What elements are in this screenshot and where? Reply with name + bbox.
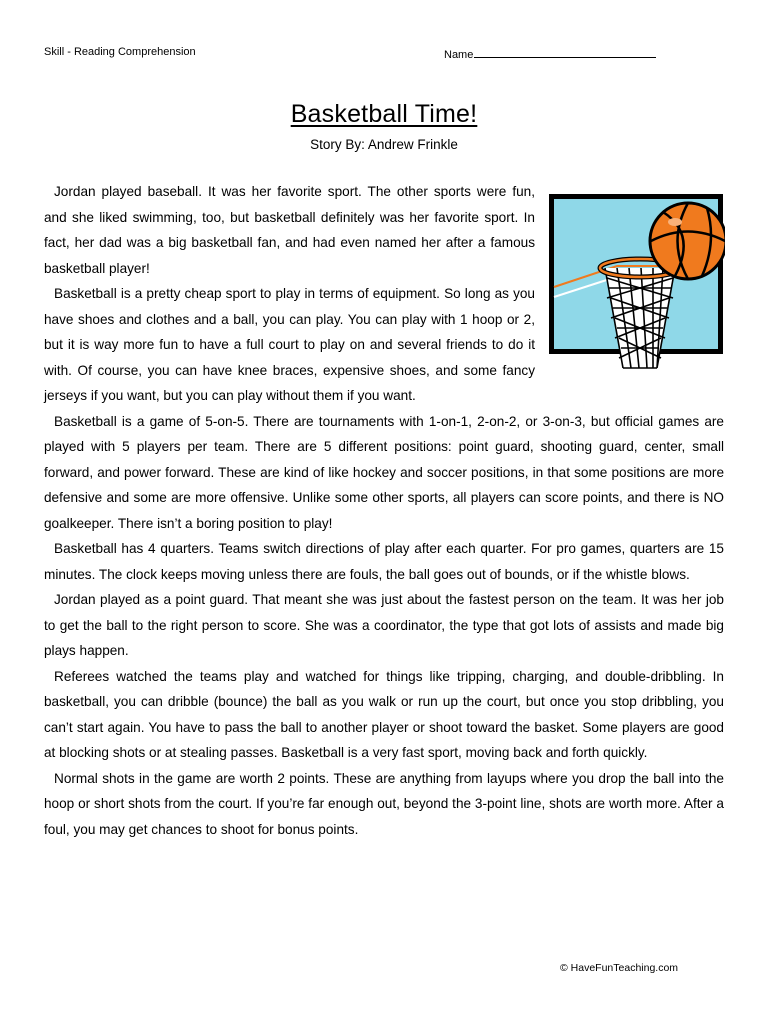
story-paragraph-6: Referees watched the teams play and watched for things like tripping, charging, and double-dribbling. In basketball, you can dribble (bounce) the ball as you walk or run up the court, but once you stop dribbling, you can’t start again. You have to pass the ball to another player or shoot toward the basket. Some players are good at blocking shots or at stealing passes. Basketball is a very fast sport, moving back and forth quickly. [44, 668, 724, 760]
basketball-hoop-icon [547, 192, 725, 382]
page-header [44, 46, 724, 62]
name-field [444, 46, 656, 61]
story-paragraph-3: Basketball is a game of 5-on-5. There are tournaments with 1-on-1, 2-on-2, or 3-on-3, but official games are played with 5 players per team. There are 5 different positions: point guard, shooting guard, center, small forward, and power forward. These are kind of like hockey and soccer positions, in that some positions are more defensive and some are more offensive. Unlike some other sports, all players can score points, and there is NO goalkeeper. There isn’t a boring position to play! [44, 413, 724, 531]
story-byline: Story By: Andrew Frinkle [310, 137, 458, 152]
story-paragraph-4: Basketball has 4 quarters. Teams switch directions of play after each quarter. For pro games, quarters are 15 minutes. The clock keeps moving unless there are fouls, the ball goes out of bounds, or if the whistle blows. [44, 541, 724, 582]
name-label: Name [444, 49, 474, 61]
story-paragraph-5: Jordan played as a point guard. That meant she was just about the fastest person on the team. It was her job to get the ball to the right person to score. She was a coordinator, the type that got lots of assists and made big plays happen. [44, 592, 724, 658]
skill-label: Skill - Reading Comprehension [44, 46, 196, 58]
story-paragraph-7: Normal shots in the game are worth 2 points. These are anything from layups where you drop the ball into the hoop or short shots from the court. If you’re far enough out, beyond the 3-point line, shots are worth more. After a foul, you may get chances to shoot for bonus points. [44, 770, 724, 837]
story-body [44, 179, 724, 842]
copyright-footer: © HaveFunTeaching.com [560, 962, 679, 974]
name-blank-line [474, 46, 656, 58]
story-paragraph-2: Basketball is a pretty cheap sport to play in terms of equipment. So long as you have shoes and clothes and a ball, you can play. You can play with 1 hoop or 2, but it is way more fun to have a full court to play on and several friends to do it with. Of course, you can have knee braces, expensive shoes, and some fancy jerseys if you want, but you can play without them if you want. [44, 286, 535, 403]
story-title: Basketball Time! [290, 100, 478, 128]
story-paragraph-1: Jordan played baseball. It was her favorite sport. The other sports were fun, and she liked swimming, too, but basketball definitely was her favorite sport. In fact, her dad was a big basketball fan, and had even named her after a famous basketball player! [44, 184, 535, 276]
